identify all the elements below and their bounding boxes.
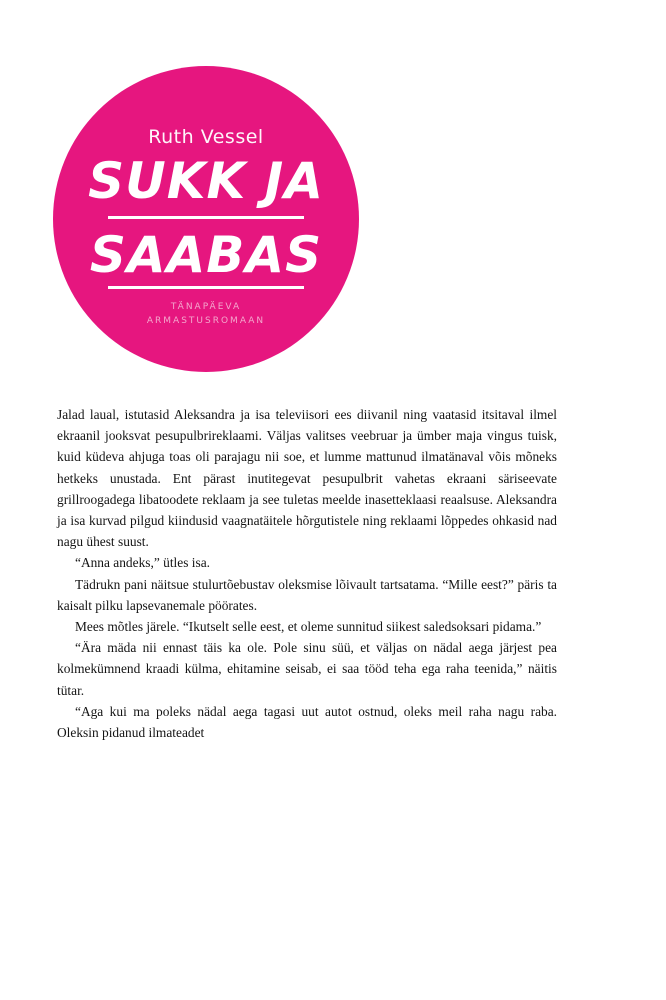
cover-title-line-2: SAABAS (89, 226, 323, 284)
cover-badge-area (0, 0, 666, 390)
cover-title-line-1: SUKK JA (88, 152, 324, 210)
body-paragraph: “Aga kui ma poleks nädal aega tagasi uut autot ostnud, oleks meil raha nagu raba. Oleksin pidanud ilmateadet (57, 703, 557, 741)
body-text (57, 404, 557, 743)
body-paragraph: Mees mõtles järele. “Ikutselt selle eest, et oleme sunnitud siikest saledsoksari pidama.” (75, 619, 542, 635)
body-paragraph: Jalad laual, istutasid Aleksandra ja isa televiisori ees diivanil ning vaatasid itsitaval ilmel ekraanil jooksvat pesupulbrireklaami. Väljas valitses veebruar ja ümber maja vingus tuisk, kuid küdeva ahjuga toas oli parajagu nii soe, et lumme mattunud ilmatänaval võis mõneks hetkeks unustada. Ent pärast inutitegevat pesupulbrit vahetas ekraani säriseevate grillroogadega libatoodete reklaam ja see tuletas meelde inasetteklaasi reaalsuse. Aleksandra ja isa kurvad pilgud kiindusid vaagnatäitele hõrgutistele ning reklaami lõppedes ohkasid nad nagu ühest suust. (57, 407, 557, 550)
body-paragraph: Tädrukn pani näitsue stulurtõebustav oleksmise lõivault tartsatama. “Mille eest?” päris ta kaisalt pilku lapsevanemale pöörates. (57, 576, 557, 613)
cover-badge (53, 66, 359, 372)
cover-subtitle-line-2: ARMASTUSROMAAN (146, 315, 266, 326)
cover-badge-content (53, 66, 359, 372)
cover-subtitle-line-1: TÄNAPÄEVA (170, 302, 242, 312)
cover-title-divider (108, 216, 304, 219)
body-paragraph: “Ära mäda nii ennast täis ka ole. Pole sinu süü, et väljas on nädal aega järjest pea kolmekümnend kraadi külma, ehitamine seisab, ei saa tööd teha ega raha teenida,” näitis tütar. (57, 640, 557, 698)
cover-author: Ruth Vessel (148, 126, 264, 148)
body-paragraph: “Anna andeks,” ütles isa. (75, 555, 210, 571)
cover-subtitle-divider (108, 286, 304, 289)
